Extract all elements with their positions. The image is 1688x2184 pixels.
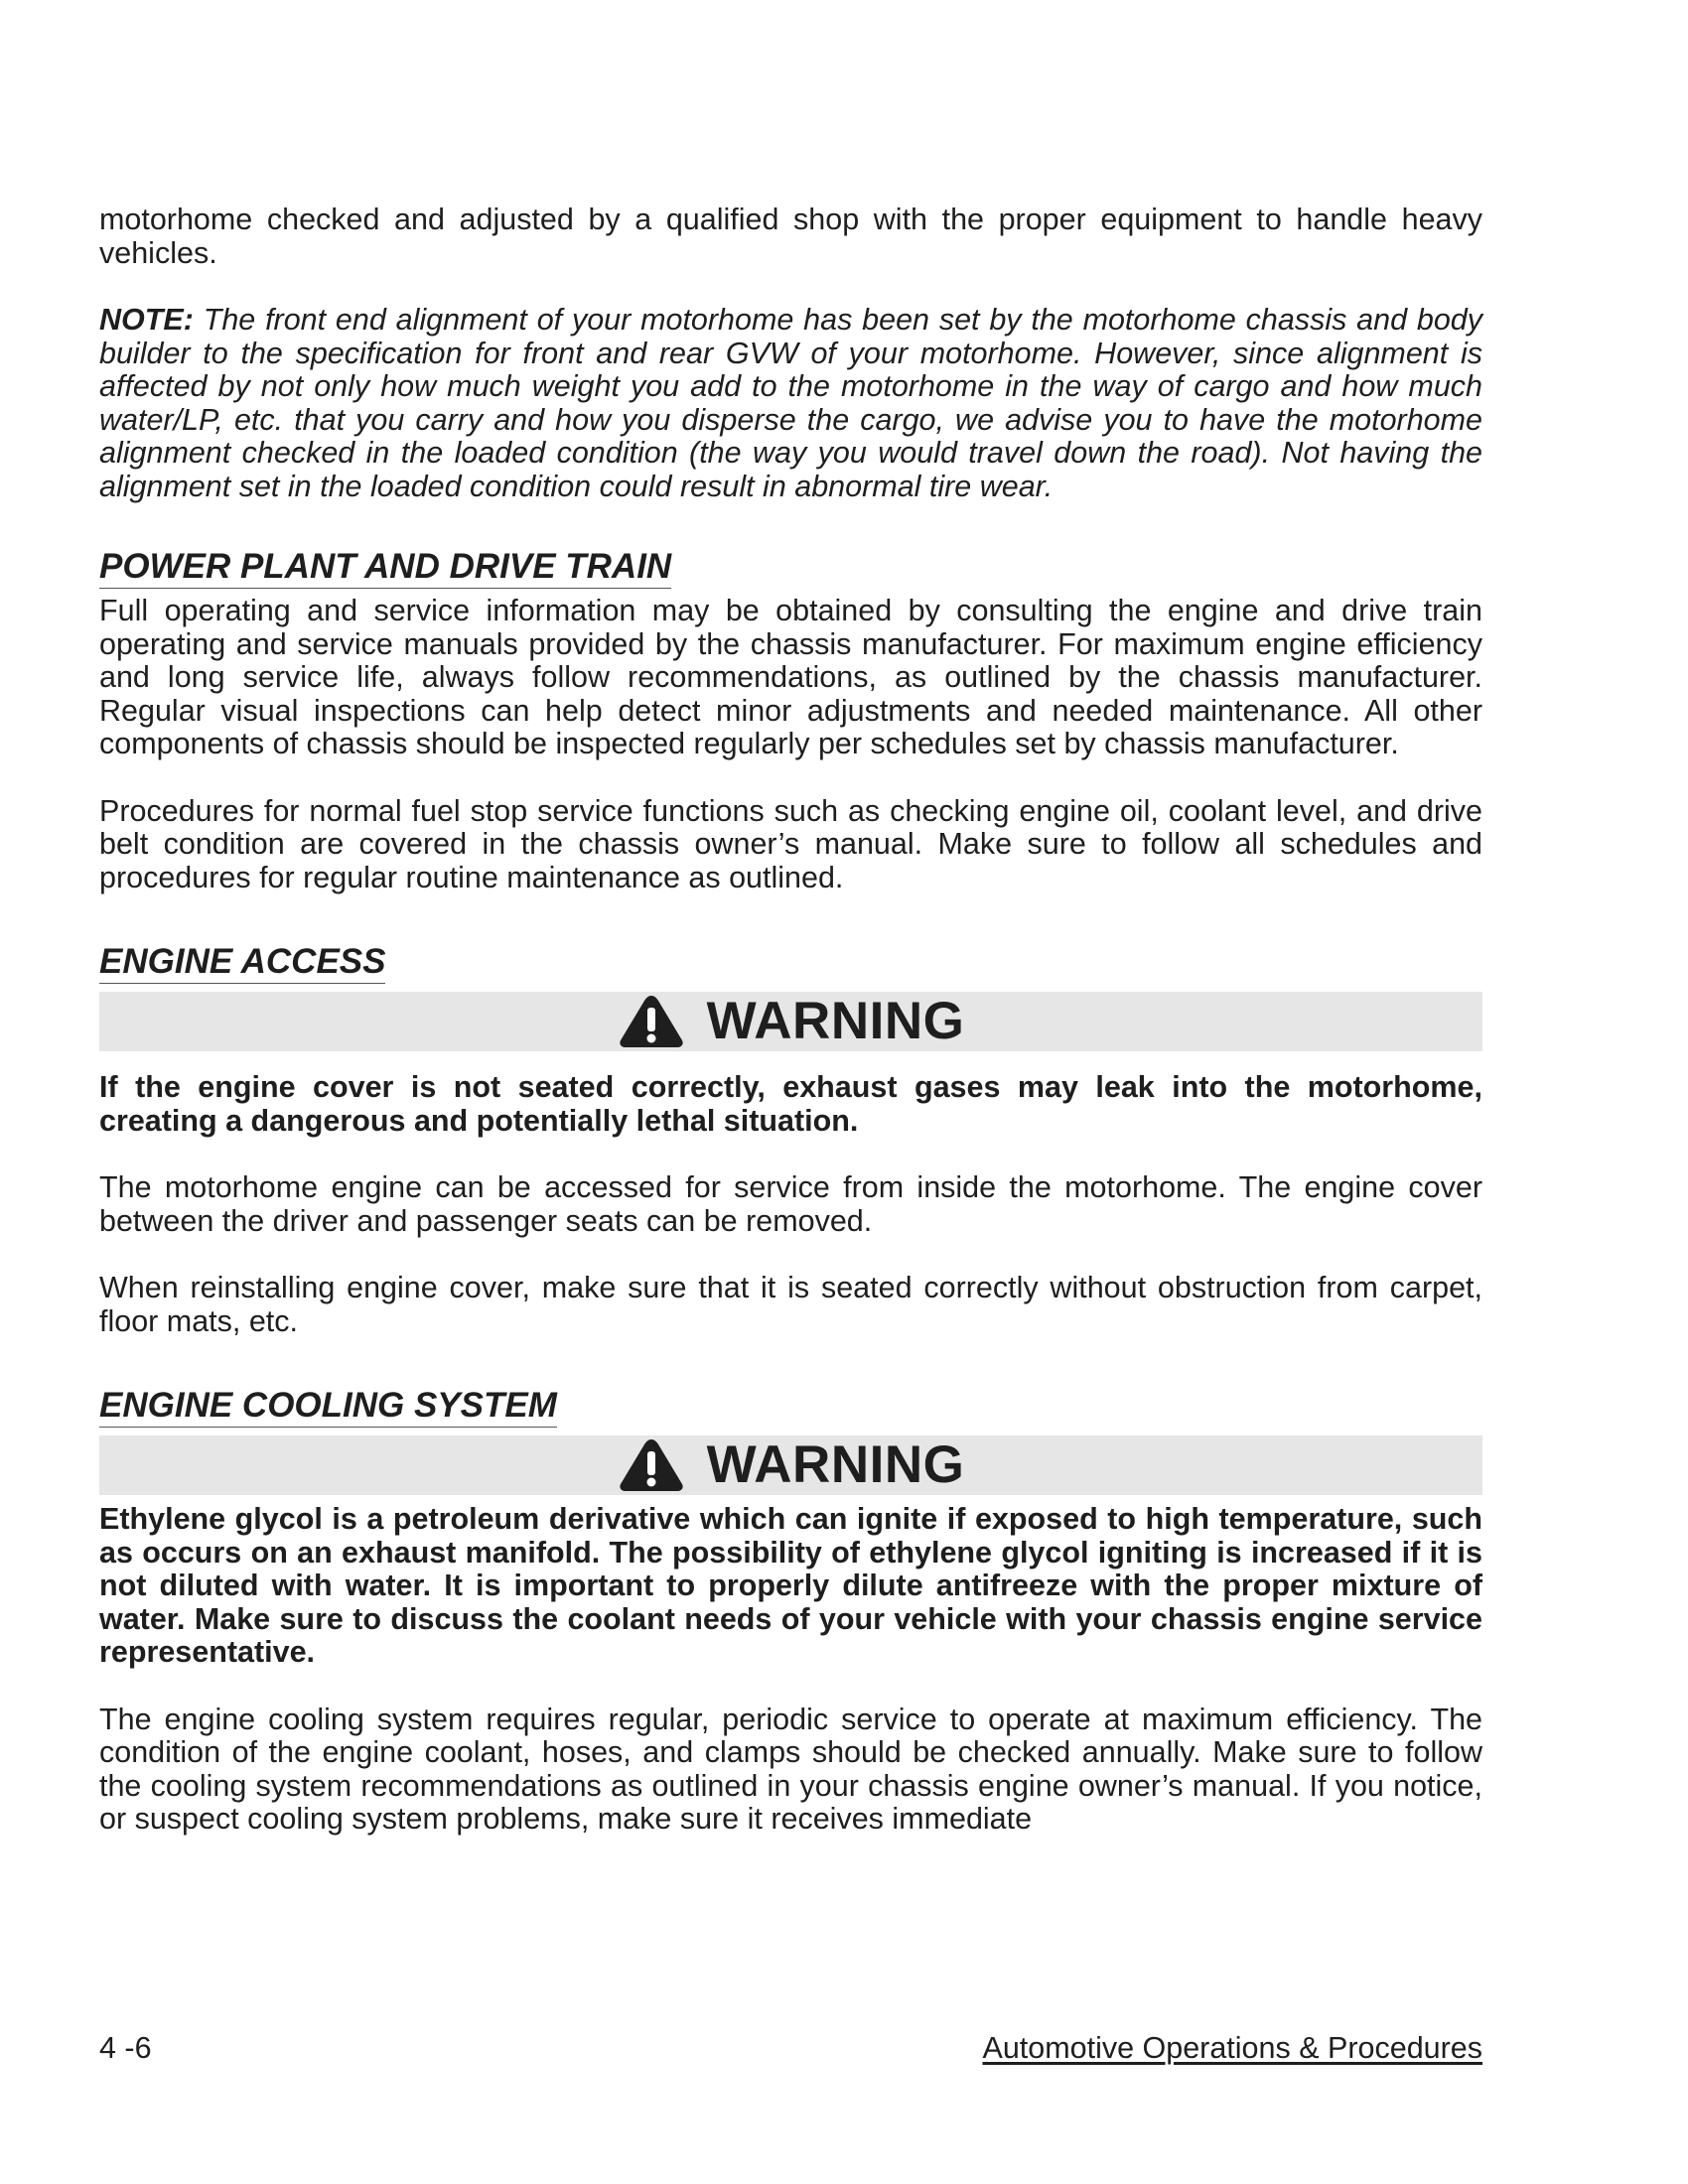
section-heading-engine-access: ENGINE ACCESS xyxy=(99,942,385,984)
power-plant-paragraph-1: Full operating and service information may be obtained by consulting the engine and drive train operating and service manuals provided by the chassis manufacturer. For maximum engine efficiency and long service life, always follow recommendations, as outlined by the chassis manufacturer. Regular visual inspections can help detect minor adjustments and needed maintenance. All other components of chassis should be inspected regularly per schedules set by chassis manufacturer. xyxy=(99,594,1482,760)
continuation-paragraph: motorhome checked and adjusted by a qualified shop with the proper equipment to handle heavy vehicles. xyxy=(99,203,1482,270)
engine-access-paragraph-1: The motorhome engine can be accessed for service from inside the motorhome. The engine cover between the driver and passenger seats can be removed. xyxy=(99,1170,1482,1238)
warning-label: WARNING xyxy=(706,992,965,1050)
engine-access-paragraph-2: When reinstalling engine cover, make sure that it is seated correctly without obstruction from carpet, floor mats, etc. xyxy=(99,1271,1482,1338)
manual-page xyxy=(99,204,1482,1837)
cooling-paragraph-1: The engine cooling system requires regular, periodic service to operate at maximum efficiency. The condition of the engine coolant, hoses, and clamps should be checked annually. Make sure to follow the cooling system recommendations as outlined in your chassis engine owner’s manual. If you notice, or suspect cooling system problems, make sure it receives immediate xyxy=(99,1702,1482,1836)
note-label: NOTE: xyxy=(99,303,194,337)
warning-banner xyxy=(99,1435,1482,1495)
alignment-note xyxy=(99,304,1482,503)
page-number: 4 -6 xyxy=(99,2031,152,2065)
engine-access-warning-text: If the engine cover is not seated correctly, exhaust gases may leak into the motorhome, creating a dangerous and potentially lethal situation. xyxy=(99,1070,1482,1138)
cooling-warning-text: Ethylene glycol is a petroleum derivative which can ignite if exposed to high temperature, such as occurs on an exhaust manifold. The possibility of ethylene glycol igniting is increased if it is not diluted with water. It is important to properly dilute antifreeze with the proper mixture of water. Make sure to discuss the coolant needs of your vehicle with your chassis engine service representative. xyxy=(99,1502,1482,1669)
warning-banner xyxy=(99,992,1482,1051)
note-text: The front end alignment of your motorhome has been set by the motorhome chassis and body builder to the specification for front and rear GVW of your motorhome. However, since alignment is affected by not only how much weight you add to the motorhome in the way of cargo and how much water/LP, etc. that you carry and how you disperse the cargo, we advise you to have the motorhome alignment checked in the loaded condition (the way you would travel down the road). Not having the alignment set in the loaded condition could result in abnormal tire wear. xyxy=(99,303,1482,503)
power-plant-paragraph-2: Procedures for normal fuel stop service functions such as checking engine oil, coolant level, and drive belt condition are covered in the chassis owner’s manual. Make sure to follow all schedules and procedures for regular routine maintenance as outlined. xyxy=(99,793,1482,894)
warning-triangle-icon xyxy=(618,1437,685,1493)
warning-triangle-icon xyxy=(618,994,685,1049)
section-heading-cooling-system: ENGINE COOLING SYSTEM xyxy=(99,1386,557,1428)
chapter-title: Automotive Operations & Procedures xyxy=(982,2031,1482,2065)
warning-label: WARNING xyxy=(706,1435,965,1494)
section-heading-power-plant: POWER PLANT AND DRIVE TRAIN xyxy=(99,547,671,589)
